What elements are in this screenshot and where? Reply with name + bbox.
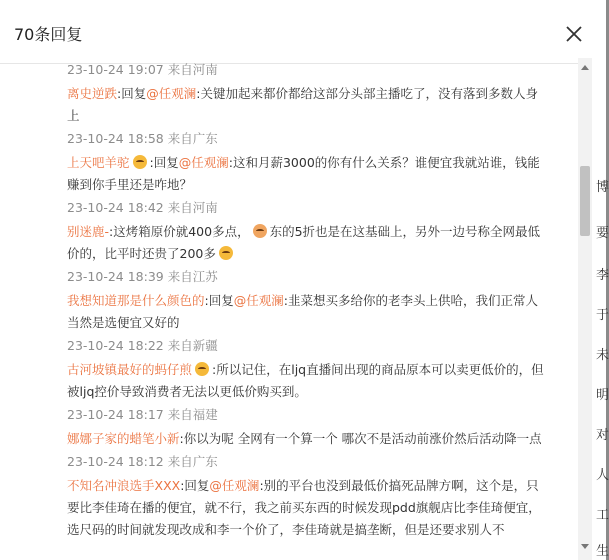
reply-text: :回复 [149, 155, 179, 170]
reply-username-link[interactable]: 不知名冲浪选手XXX [67, 478, 181, 493]
laugh-emoji-icon [219, 246, 233, 260]
mention-link[interactable]: @任观澜 [146, 86, 197, 101]
backdrop-glyph: 李 [596, 268, 609, 283]
scroll-down-arrow-icon[interactable] [581, 544, 589, 549]
user-badge-icon [195, 362, 209, 376]
backdrop-glyph: 人 [596, 468, 609, 483]
reply-item [60, 336, 550, 403]
reply-meta: 23-10-24 18:12 来自广东 [67, 454, 218, 469]
reply-item [60, 60, 550, 127]
reply-content [67, 80, 550, 127]
reply-text: :回复 [204, 293, 234, 308]
reply-text: :回复 [117, 86, 147, 101]
reply-content [67, 356, 550, 403]
reply-username-link[interactable]: 别迷鹿- [67, 224, 110, 239]
reply-username-link[interactable]: 古河坡镇最好的蚂仔煎 [67, 362, 193, 377]
backdrop-glyph: 工 [596, 508, 609, 523]
reply-content [67, 472, 550, 541]
reply-text: :所以记住，在ljq直播间出现的商品原本可以卖更低价的，但被ljq控价导致消费者无法以更低价购买到。 [67, 362, 544, 399]
reply-item [60, 198, 550, 265]
reply-list[interactable] [60, 58, 592, 560]
scrollbar[interactable] [578, 58, 592, 560]
reply-item [60, 267, 550, 334]
reply-content [67, 218, 550, 265]
reply-username-link[interactable]: 离史逆跌 [67, 86, 118, 101]
mention-link[interactable]: @任观澜 [233, 293, 284, 308]
reply-item [60, 405, 550, 450]
mention-link[interactable]: @任观澜 [209, 478, 260, 493]
reply-meta: 23-10-24 18:22 来自新疆 [67, 338, 218, 353]
reply-text: :别的平台也没到最低价搞死品牌方啊，这个是，只要比李佳琦在播的便宜，就不行，我之前买东西的时候发现pdd旗舰店比李佳琦便宜，选尺码的时间就发现改成和李一个价了，李佳琦就是搞垄断，但是还要求别人不 [67, 478, 541, 537]
reply-username-link[interactable]: 娜娜子家的蜡笔小新 [67, 431, 180, 446]
reply-meta: 23-10-24 18:39 来自江苏 [67, 269, 218, 284]
backdrop-glyph: 对 [596, 428, 609, 443]
background-page-edge [592, 0, 609, 560]
reply-username-link[interactable]: 我想知道那是什么颜色的 [67, 293, 205, 308]
reply-item [60, 452, 550, 541]
backdrop-glyph: 于 [596, 308, 609, 323]
reply-text: :这和月薪3000的你有什么关系？谁便宜我就站谁，钱能赚到你手里还是咋地？ [67, 155, 540, 192]
reply-item [60, 129, 550, 196]
reply-text: :关键加起来都价都给这部分头部主播吃了，没有落到多数人身上 [67, 86, 538, 123]
user-badge-icon [133, 155, 147, 169]
reply-meta: 23-10-24 18:58 来自广东 [67, 131, 218, 146]
dialog-title: 70条回复 [14, 25, 83, 44]
reply-text: :回复 [180, 478, 210, 493]
reply-meta: 23-10-24 18:17 来自福建 [67, 407, 218, 422]
reply-content [67, 149, 550, 196]
reply-text: 东的5折也是在这基础上，另外一边号称全网最低价的，比平时还贵了200多 [67, 224, 541, 261]
close-icon [564, 24, 584, 44]
close-button[interactable] [564, 24, 584, 44]
reply-text: :你以为呢 全网有一个算一个 哪次不是活动前涨价然后活动降一点 [179, 431, 542, 446]
backdrop-glyph: 博 [596, 180, 609, 195]
backdrop-glyph: 未 [596, 348, 609, 363]
dialog-header [0, 0, 592, 64]
reply-meta: 23-10-24 18:42 来自河南 [67, 200, 218, 215]
jd-dog-emoji-icon [253, 224, 267, 238]
reply-content [67, 425, 550, 450]
backdrop-glyph: 明 [596, 388, 609, 403]
scroll-up-arrow-icon[interactable] [581, 65, 589, 70]
backdrop-glyph: 要 [596, 226, 609, 241]
scroll-thumb[interactable] [580, 166, 590, 236]
reply-username-link[interactable]: 上天吧羊驼 [67, 155, 130, 170]
reply-text: :韭菜想买多给你的老李头上供哈，我们正常人当然是选便宜又好的 [67, 293, 538, 330]
reply-meta: 23-10-24 19:07 来自河南 [67, 62, 218, 77]
reply-text: :这烤箱原价就400多点， [109, 224, 250, 239]
reply-content [67, 287, 550, 334]
backdrop-glyph: 生 [596, 544, 609, 559]
mention-link[interactable]: @任观澜 [178, 155, 229, 170]
